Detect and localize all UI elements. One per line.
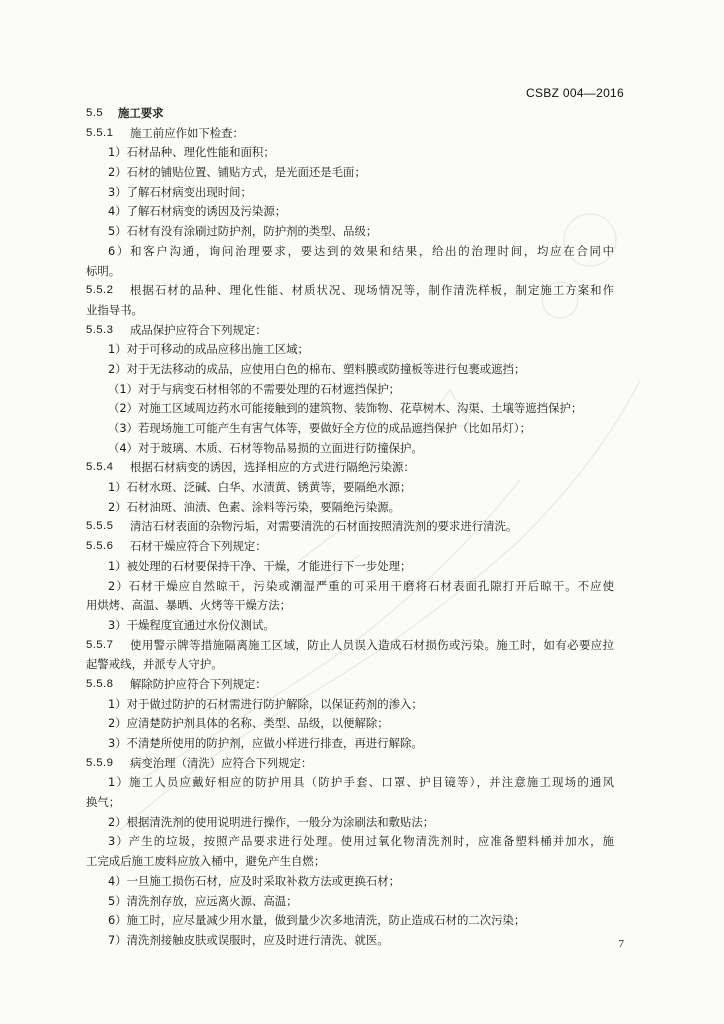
- line-text: 2）石材油斑、油渍、色素、涂料等污染，要隔绝污染源。: [108, 499, 401, 514]
- line-text: 标明。: [86, 263, 121, 278]
- list-item: [86, 695, 636, 715]
- list-item: [86, 380, 636, 400]
- clause-number: 5.5.7: [86, 638, 114, 651]
- list-item: [86, 202, 636, 222]
- line-text: （2）对施工区域周边药水可能接触到的建筑物、装饰物、花草树木、沟渠、土壤等遮挡保护；: [108, 401, 583, 416]
- list-item: [86, 419, 636, 439]
- list-item: [86, 892, 636, 912]
- line-text: 4）了解石材病变的诱因及污染源；: [108, 204, 287, 219]
- list-item: [86, 577, 636, 597]
- line-text: 4）一旦施工损伤石材，应及时采取补救方法或更换石材；: [108, 873, 401, 888]
- list-item: [86, 399, 636, 419]
- clause-number: 5.5.3: [86, 323, 114, 336]
- list-item: [86, 340, 636, 360]
- line-text: 解除防护应符合下列规定：: [130, 676, 267, 691]
- clause-number: 5.5.8: [86, 677, 114, 690]
- line-text: 1）对于做过防护的石材需进行防护解除，以保证药剂的渗入；: [108, 696, 423, 711]
- list-item: [86, 813, 636, 833]
- list-item: [86, 616, 636, 636]
- line-text: 病变治理（清洗）应符合下列规定：: [130, 755, 313, 770]
- list-item: [86, 478, 636, 498]
- line-text: 业指导书。: [86, 302, 143, 317]
- list-item: [86, 714, 636, 734]
- line-text: 工完成后施工废料应放入桶中，避免产生自燃；: [86, 854, 326, 869]
- line-text: 1）施工人员应戴好相应的防护用具（防护手套、口罩、护目镜等），并注意施工现场的通风: [108, 775, 614, 790]
- line-text: 3）干燥程度宜通过水份仪测试。: [108, 617, 275, 632]
- line-text: 2）石材的铺贴位置、铺贴方式，是光面还是毛面；: [108, 165, 366, 180]
- text-line: [86, 793, 636, 813]
- clause-number: 5.5.4: [86, 461, 114, 474]
- line-text: 石材干燥应符合下列规定：: [130, 539, 267, 554]
- line-text: 3）产生的垃圾，按照产品要求进行处理。使用过氧化物清洗剂时，应准备塑料桶并加水，施: [108, 834, 614, 849]
- list-item: [86, 183, 636, 203]
- list-item: [86, 360, 636, 380]
- clause: [86, 675, 636, 695]
- text-line: [86, 262, 636, 282]
- section-heading: [86, 104, 636, 124]
- text-line: [86, 655, 636, 675]
- document-body: [86, 104, 636, 951]
- clause: [86, 458, 636, 478]
- line-text: 3）了解石材病变出现时间；: [108, 184, 252, 199]
- standard-code: CSBZ 004—2016: [526, 86, 624, 100]
- line-text: 施工前应作如下检查：: [130, 125, 244, 140]
- text-line: [86, 301, 636, 321]
- list-item: [86, 557, 636, 577]
- line-text: 5）清洗剂存放，应远离火源、高温；: [108, 893, 298, 908]
- line-text: 根据石材的品种、理化性能、材质状况、现场情况等，制作清洗样板，制定施工方案和作: [130, 283, 614, 298]
- clause: [86, 636, 636, 656]
- list-item: [86, 931, 636, 951]
- clause-number: 5.5: [86, 107, 104, 119]
- list-item: [86, 242, 636, 262]
- line-text: 5）石材有没有涂刷过防护剂，防护剂的类型、品级；: [108, 224, 378, 239]
- clause-number: 5.5.9: [86, 756, 114, 769]
- clause: [86, 281, 636, 301]
- line-text: 1）石材水斑、泛碱、白华、水渍黄、锈黄等，要隔绝水源；: [108, 480, 412, 495]
- clause-number: 5.5.2: [86, 284, 114, 297]
- list-item: [86, 222, 636, 242]
- line-text: 3）不清楚所使用的防护剂，应做小样进行排查，再进行解除。: [108, 736, 423, 750]
- list-item: [86, 163, 636, 183]
- line-text: 用烘烤、高温、暴晒、火烤等干燥方法；: [86, 598, 292, 613]
- text-line: [86, 852, 636, 872]
- page-number: 7: [618, 938, 624, 950]
- line-text: 施工要求: [118, 106, 164, 120]
- clause: [86, 124, 636, 144]
- clause-number: 5.5.1: [86, 126, 114, 139]
- line-text: 使用警示牌等措施隔离施工区域，防止人员误入造成石材损伤或污染。施工时，如有必要应拉: [130, 637, 614, 652]
- clause-number: 5.5.5: [86, 520, 114, 533]
- line-text: 换气；: [86, 795, 121, 810]
- line-text: 根据石材病变的诱因，选择相应的方式进行隔绝污染源：: [130, 460, 415, 475]
- line-text: 6）和客户沟通，询问治理要求，要达到的效果和结果，给出的治理时间，均应在合同中: [108, 243, 614, 258]
- list-item: [86, 773, 636, 793]
- line-text: （1）对于与病变石材相邻的不需要处理的石材遮挡保护；: [108, 381, 401, 396]
- line-text: 成品保护应符合下列规定：: [130, 322, 267, 337]
- line-text: 1）被处理的石材要保持干净、干燥，才能进行下一步处理；: [108, 558, 412, 573]
- list-item: [86, 911, 636, 931]
- line-text: 7）清洗剂接触皮肤或误服时，应及时进行清洗、就医。: [108, 932, 389, 947]
- line-text: 2）应清楚防护剂具体的名称、类型、品级，以便解除；: [108, 716, 389, 731]
- line-text: （4）对于玻璃、木质、石材等物品易损的立面进行防撞保护。: [108, 440, 423, 455]
- clause: [86, 517, 636, 537]
- clause: [86, 754, 636, 774]
- line-text: 1）石材品种、理化性能和面积；: [108, 145, 275, 160]
- clause: [86, 321, 636, 341]
- line-text: 2）根据清洗剂的使用说明进行操作，一般分为涂刷法和敷贴法；: [108, 814, 435, 829]
- list-item: [86, 498, 636, 518]
- line-text: 起警戒线，并派专人守护。: [86, 657, 223, 672]
- list-item: [86, 872, 636, 892]
- clause-number: 5.5.6: [86, 540, 114, 553]
- text-line: [86, 596, 636, 616]
- clause: [86, 537, 636, 557]
- list-item: [86, 143, 636, 163]
- line-text: 2）石材干燥应自然晾干，污染或潮湿严重的可采用干磨将石材表面孔隙打开后晾干。不应使: [108, 578, 614, 593]
- list-item: [86, 439, 636, 459]
- line-text: 6）施工时，应尽量减少用水量，做到量少次多地清洗，防止造成石材的二次污染；: [108, 913, 526, 928]
- list-item: [86, 734, 636, 754]
- list-item: [86, 832, 636, 852]
- line-text: 1）对于可移动的成品应移出施工区域；: [108, 342, 309, 357]
- line-text: （3）若现场施工可能产生有害气体等，要做好全方位的成品遮挡保护（比如吊灯）；: [108, 421, 532, 435]
- line-text: 2）对于无法移动的成品，应使用白色的棉布、塑料膜或防撞板等进行包裹或遮挡；: [108, 361, 526, 376]
- line-text: 清洁石材表面的杂物污垢，对需要清洗的石材面按照清洗剂的要求进行清洗。: [130, 519, 518, 534]
